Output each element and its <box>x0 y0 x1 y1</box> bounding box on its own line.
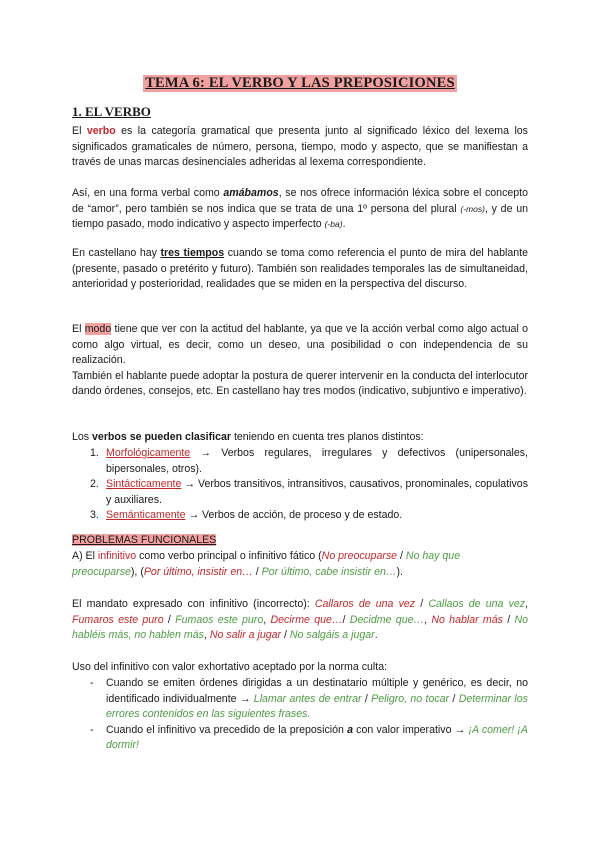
separator: / <box>163 613 176 626</box>
text: A) El <box>72 550 98 562</box>
example-correct: Decidme que… <box>349 613 425 626</box>
term-verbo: verbo <box>86 125 116 137</box>
list-term: Sintácticamente <box>106 478 182 491</box>
separator: / <box>361 692 372 705</box>
preposition-a: a <box>347 723 353 736</box>
example-wrong: No preocuparse <box>321 550 398 562</box>
paragraph-definition <box>72 124 528 171</box>
paragraph-mandato <box>72 597 528 644</box>
example-wrong: Callaros de una vez <box>314 598 416 610</box>
example-correct: ¡A comer! ¡A dormir! <box>106 723 528 752</box>
list-number: 1. <box>90 447 99 459</box>
list-item <box>72 508 528 524</box>
paragraph-infinitivo <box>72 549 528 580</box>
list-text: → Verbos regulares, irregulares y defectivos (unipersonales, bipersonales, otros). <box>106 447 528 475</box>
list-number: 2. <box>90 478 99 491</box>
bullet-dash: - <box>90 677 94 689</box>
text: , y de un tiempo pasado, modo indicativo y aspecto imperfecto <box>72 202 528 231</box>
separator: / <box>502 613 515 626</box>
term-clasificar: verbos se pueden clasificar <box>92 431 231 443</box>
text: cuando se toma como referencia el punto de mira del hablante (presente, pasado o pretérito y futuro). También son realidades temporales las de simultaneidad, anterioridad y posterioridad, realidades que se miden en la perspectiva del discurso. <box>72 247 528 291</box>
paragraph-amabamos <box>72 186 528 233</box>
separator: , <box>525 598 528 610</box>
text: tiene que ver con la actitud del hablante, ya que ve la acción verbal como algo actual o como algo virtual, es decir, como un deseo, una posibilidad o con independencia de su realización. <box>72 323 528 367</box>
paragraph-modo <box>72 322 528 400</box>
suffix-mos: (-mos) <box>460 203 485 214</box>
section-heading <box>72 104 528 122</box>
text: es la categoría gramatical que presenta junto al significado léxico del lexema los significados gramaticales de número, persona, tiempo, modo y aspecto, que se manifiestan a través de unas marcas desinenciales adheridas al lexema correspondiente. <box>72 125 528 169</box>
text: Así, en una forma verbal como <box>72 187 224 199</box>
paragraph-tiempos <box>72 246 528 293</box>
list-item <box>72 477 528 508</box>
example-correct: No hay que preocuparse <box>72 550 461 578</box>
text: teniendo en cuenta tres planos distintos: <box>231 431 424 443</box>
separator: / <box>342 613 350 626</box>
list-text: → Verbos transitivos, intransitivos, causativos, pronominales, copulativos y auxiliares. <box>106 478 528 506</box>
list-text: → Verbos de acción, de proceso y de estado. <box>185 509 403 522</box>
list-item <box>72 446 528 477</box>
example-wrong: Fumaros este puro <box>72 613 164 626</box>
separator: / <box>281 629 290 642</box>
text: Los <box>72 431 93 443</box>
list-item <box>72 723 528 754</box>
term-tres-tiempos: tres tiempos <box>160 247 225 259</box>
text: Cuando el infinitivo va precedido de la preposición <box>106 723 348 736</box>
paragraph-clasificar <box>72 430 528 446</box>
text: También el hablante puede adoptar la postura de querer intervenir en la conducta del interlocutor dando órdenes, consejos, etc. En castellano hay tres modos (indicativo, subjuntivo e imperativo). <box>72 369 528 398</box>
term-modo: modo <box>84 323 112 335</box>
text: como verbo principal o infinitivo fático ( <box>136 550 322 562</box>
example-correct: Fumaos este puro <box>175 613 264 626</box>
text: ). <box>396 565 403 578</box>
term-infinitivo: infinitivo <box>97 550 137 562</box>
exhortative-list <box>72 676 528 754</box>
list-item <box>72 676 528 723</box>
example-correct: Determinar los errores contenidos en las siguientes frases. <box>106 692 528 721</box>
text: Uso del infinitivo con valor exhortativo aceptado por la norma culta: <box>72 661 388 673</box>
title-wrap <box>0 74 600 92</box>
text: El mandato expresado con infinitivo (incorrecto): <box>72 598 315 610</box>
text: Cuando se emiten órdenes dirigidas a un destinatario múltiple y genérico, es decir, no identificado individualmente → <box>106 677 528 705</box>
text: con valor imperativo → <box>352 723 469 736</box>
separator: , <box>263 613 271 626</box>
example-wrong: No hablar más <box>431 613 503 626</box>
separator: , <box>203 629 210 642</box>
text: ), ( <box>130 565 144 578</box>
text: En castellano hay <box>72 247 161 259</box>
text: El <box>72 125 87 137</box>
separator: , <box>424 613 432 626</box>
separator: / <box>415 598 429 610</box>
list-term: Semánticamente <box>106 509 186 522</box>
list-number: 3. <box>90 509 99 522</box>
suffix-ba: (-ba) <box>324 219 343 230</box>
example-wrong: No salir a jugar <box>209 629 282 642</box>
text: , se nos ofrece información léxica sobre el concepto de “amor”, pero también se nos indica que se trata de una 1º persona del plural <box>72 187 528 215</box>
example-correct: Llamar antes de entrar <box>253 692 362 705</box>
paragraph-uso <box>72 660 528 676</box>
separator: / <box>252 565 262 578</box>
classification-list <box>72 446 528 524</box>
subheading-text: PROBLEMAS FUNCIONALES <box>72 534 217 546</box>
list-term: Morfológicamente <box>106 447 191 459</box>
example-correct: Peligro, no tocar <box>371 692 450 705</box>
example-amabamos: amábamos <box>223 187 279 199</box>
text: . <box>374 629 378 642</box>
example-wrong: Decirme que… <box>270 613 343 626</box>
separator: / <box>449 692 459 705</box>
example-correct: No salgáis a jugar <box>289 629 375 642</box>
example-correct: Callaos de una vez <box>428 598 526 610</box>
example-wrong: Por último, insistir en… <box>143 565 253 578</box>
separator: / <box>397 550 406 562</box>
section-heading-text: 1. EL VERBO <box>72 104 151 119</box>
bullet-dash: - <box>90 723 94 736</box>
page-title: TEMA 6: EL VERBO Y LAS PREPOSICIONES <box>145 75 455 91</box>
subheading-problemas <box>72 533 528 549</box>
text: El <box>72 323 85 335</box>
example-correct: No habléis más, no hablen más <box>72 613 529 642</box>
example-correct: Por último, cabe insistir en… <box>261 565 397 578</box>
text: . <box>342 218 346 231</box>
